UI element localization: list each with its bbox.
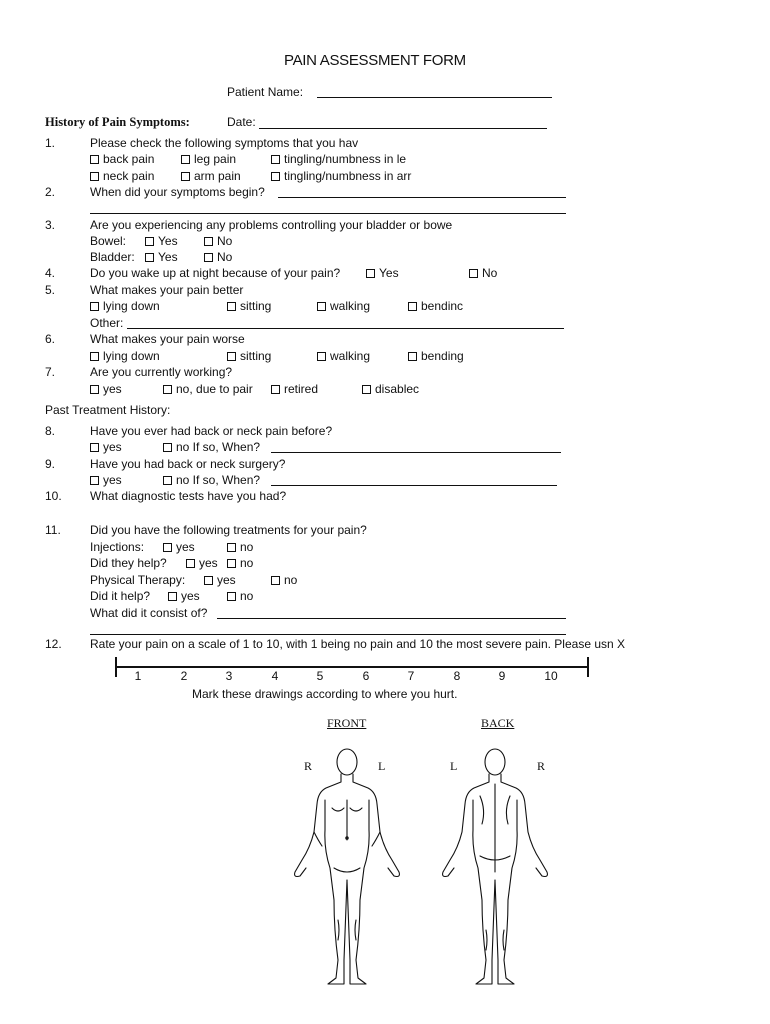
option-prior-no[interactable]: no If so, When? [163,441,260,453]
question-number: 8. [45,424,56,438]
option-better-walking[interactable]: walking [317,300,370,312]
option-tingling-leg[interactable]: tingling/numbness in le [271,153,406,165]
patient-name-label: Patient Name: [227,85,304,99]
option-injections-help-yes[interactable]: yes [186,557,218,569]
option-neck-pain[interactable]: neck pain [90,170,154,182]
option-surgery-no[interactable]: no If so, When? [163,474,260,486]
question-text: Rate your pain on a scale of 1 to 10, with 1 being no pain and 10 the most severe pain. Please usn X [90,637,626,651]
mark-drawings-text: Mark these drawings according to where you hurt. [192,687,458,701]
front-right-label: R [304,759,313,773]
option-surgery-yes[interactable]: yes [90,474,122,486]
question-text: Did you have the following treatments for your pain? [90,523,367,537]
question-number: 9. [45,457,56,471]
option-bladder-yes[interactable]: Yes [145,251,178,263]
question-number: 11. [45,523,61,537]
option-injections-yes[interactable]: yes [163,541,195,553]
scale-number[interactable]: 3 [225,669,233,683]
scale-number[interactable]: 4 [271,669,279,683]
option-prior-yes[interactable]: yes [90,441,122,453]
did-they-help-label: Did they help? [90,556,167,570]
front-label: FRONT [327,716,367,730]
physical-therapy-label: Physical Therapy: [90,573,186,587]
option-better-sitting[interactable]: sitting [227,300,271,312]
question-text: Have you ever had back or neck pain before? [90,424,333,438]
front-left-label: L [378,759,386,773]
question-text: When did your symptoms begin? [90,185,265,199]
back-label: BACK [481,716,515,730]
option-working-retired[interactable]: retired [271,383,318,395]
scale-number[interactable]: 6 [362,669,370,683]
scale-number[interactable]: 10 [544,669,558,683]
option-bowel-yes[interactable]: Yes [145,235,178,247]
option-working-no-pain[interactable]: no, due to pair [163,383,253,395]
option-better-lying[interactable]: lying down [90,300,160,312]
back-right-label: R [537,759,546,773]
option-better-bending[interactable]: bendinc [408,300,463,312]
option-worse-sitting[interactable]: sitting [227,350,271,362]
question-text: What makes your pain worse [90,332,245,346]
option-arm-pain[interactable]: arm pain [181,170,241,182]
back-left-label: L [450,759,458,773]
question-text: What makes your pain better [90,283,244,297]
question-number: 7. [45,365,56,379]
question-number: 6. [45,332,56,346]
option-working-yes[interactable]: yes [90,383,122,395]
other-label: Other: [90,316,124,330]
injections-label: Injections: [90,540,145,554]
date-label: Date: [227,115,256,129]
bladder-label: Bladder: [90,250,135,264]
option-pt-help-yes[interactable]: yes [168,590,200,602]
scale-number[interactable]: 5 [316,669,324,683]
option-worse-walking[interactable]: walking [317,350,370,362]
question-number: 10. [45,489,62,503]
question-text: Have you had back or neck surgery? [90,457,286,471]
scale-number[interactable]: 1 [134,669,142,683]
back-body-figure [443,749,548,984]
option-pt-help-no[interactable]: no [227,590,253,602]
scale-number[interactable]: 2 [180,669,188,683]
question-text: Do you wake up at night because of your pain? [90,266,341,280]
question-number: 5. [45,283,56,297]
front-body-figure [295,749,400,984]
history-heading: History of Pain Symptoms: [45,115,190,129]
option-back-pain[interactable]: back pain [90,153,154,165]
option-bowel-no[interactable]: No [204,235,232,247]
option-injections-help-no[interactable]: no [227,557,253,569]
question-text: Are you experiencing any problems controlling your bladder or bowe [90,218,453,232]
option-wake-no[interactable]: No [469,267,497,279]
option-leg-pain[interactable]: leg pain [181,153,236,165]
option-tingling-arm[interactable]: tingling/numbness in arr [271,170,411,182]
option-bladder-no[interactable]: No [204,251,232,263]
bowel-label: Bowel: [90,234,127,248]
option-working-disabled[interactable]: disablec [362,383,419,395]
question-text: Please check the following symptoms that you hav [90,136,359,150]
question-number: 1. [45,136,56,150]
option-wake-yes[interactable]: Yes [366,267,399,279]
question-number: 3. [45,218,56,232]
past-treatment-heading: Past Treatment History: [45,403,171,417]
option-pt-no[interactable]: no [271,574,297,586]
option-injections-no[interactable]: no [227,541,253,553]
form-title: PAIN ASSESSMENT FORM [284,52,466,69]
scale-number[interactable]: 9 [498,669,506,683]
question-text: What diagnostic tests have you had? [90,489,287,503]
scale-number[interactable]: 8 [453,669,461,683]
question-number: 2. [45,185,56,199]
consist-label: What did it consist of? [90,606,208,620]
option-worse-lying[interactable]: lying down [90,350,160,362]
scale-number[interactable]: 7 [407,669,415,683]
question-number: 12. [45,637,62,651]
question-text: Are you currently working? [90,365,233,379]
option-pt-yes[interactable]: yes [204,574,236,586]
question-number: 4. [45,266,56,280]
option-worse-bending[interactable]: bending [408,350,464,362]
did-it-help-label: Did it help? [90,589,151,603]
